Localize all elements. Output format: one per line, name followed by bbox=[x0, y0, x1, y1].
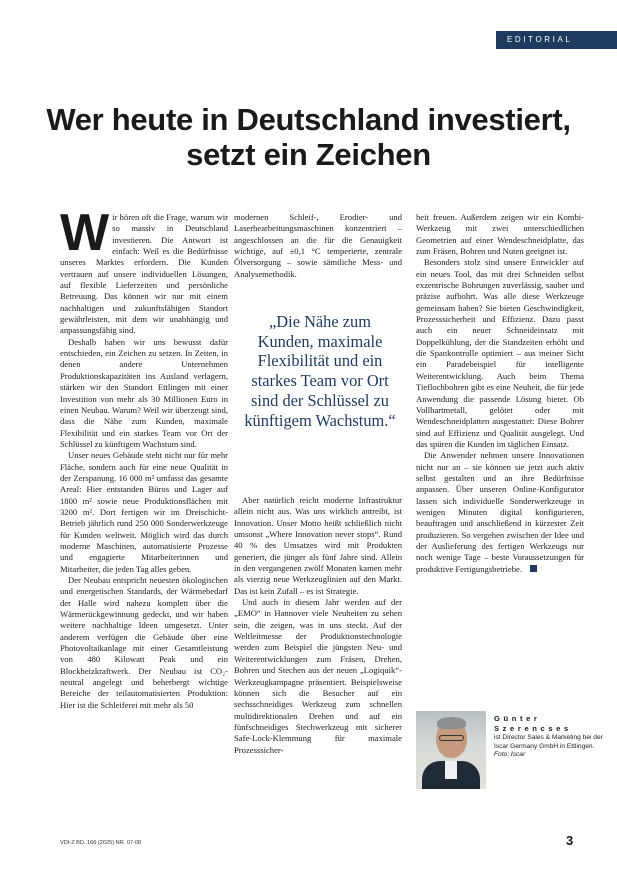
lead-text: ir hören oft die Frage, warum wir so massiv in Deutschland investieren. Die Antwort ist einfach: Weil es die Bedürfnisse unseres Marktes erfordern. Die Kunden vertrauen auf unsere individuellen Lösungen, auf flexible Lieferzeiten und persönliche Betreuung. Das können wir nur mit einem nachhaltigen und zukunftsfähigen Standort gewährleisten, mit dem wir unabhängig und anpassungsfähig sind. bbox=[60, 212, 228, 336]
paragraph: modernen Schleif-, Erodier- und Laserbearbeitungsmaschinen konzentriert – angeschlossen an die für die Genauigkeit wichtige, auf ±0,1 °C temperierte, zentrale Ölversorgung – sowie sämtliche Mess- und Analysemethodik. bbox=[234, 212, 402, 279]
author-role: ist Director Sales & Marketing bei der Iscar Germany GmbH in Ettlingen. bbox=[494, 734, 603, 750]
photo-credit: Foto: Iscar bbox=[494, 751, 526, 759]
page-title: Wer heute in Deutschland investiert, setzt ein Zeichen bbox=[46, 102, 571, 172]
section-label: EDITORIAL bbox=[496, 31, 617, 49]
photo-shirt bbox=[445, 761, 457, 779]
paragraph: Besonders stolz sind unsere Entwickler auf ein neues Tool, das mit drei Schneiden selbst exzentrische Bohrungen zuverlässig, sauber und präzise aufbohrt. Was alle diese Werkzeuge gemeinsam haben? Sie bieten Geschwindigkeit, Prozesssicherheit und Effizienz. Dazu passt auch ein neuer Schneideinsatz mit Doppelkühlung, der die Standzeiten erhöht und die Spankontrolle optimiert – aus meiner Sicht ein Paradebeispiel für intelligente Weiterentwicklung. Auch beim Thema Tieflochbohren gibt es eine Neuheit, die für jede Anwendung die passende Lösung bietet. Ob Vollhartmetall, gelötet oder mit Wendeschneidplatten ausgestattet: Diese Bohrer sind auf Effizienz und Qualität ausgelegt. Und das spüren die Kunden im täglichen Einsatz. bbox=[416, 257, 584, 449]
author-last-name: Szerencses bbox=[494, 724, 572, 733]
photo-hair bbox=[437, 717, 466, 729]
paragraph: Deshalb haben wir uns bewusst dafür entschieden, ein Zeichen zu setzen. In Zeiten, in denen andere Unternehmen Produktionskapazitäten ins Ausland verlagern, stärken wir den Standort Ettlingen mit einer Investition von mehr als 30 Millionen Euro in einen Neubau. Warum? Weil wir überzeugt sind, dass die Nähe zum Kunden, maximale Flexibilität und ein starkes Team vor Ort der Schlüssel zu künftigem Wachstum sind. bbox=[60, 336, 228, 449]
paragraph bbox=[416, 450, 584, 575]
pull-quote: „Die Nähe zum Kunden, maximale Flexibilität und ein starkes Team vor Ort sind der Schlüssel zu künftigem Wachstum.“ bbox=[244, 312, 396, 430]
paragraph: Unser neues Gebäude steht nicht nur für mehr Fläche, sondern auch für eine neue Qualität in der Zerspanung. 16 000 m² umfasst das gesamte Areal: Hier entstanden Büros und Lager auf 1800 m² sowie neue Produktionsflächen mit 3200 m². Dort fertigen wir im Dreischicht-Betrieb jährlich rund 250 000 Sonderwerkzeuge für Kunden weltweit. Möglich wird das durch moderne Maschinen, automatisierte Prozesse und engagierte Mitarbeiterinnen und Mitarbeiter, die jeden Tag alles geben. bbox=[60, 450, 228, 574]
text-column-3 bbox=[416, 212, 584, 575]
end-mark-icon bbox=[530, 565, 537, 572]
text-column-1 bbox=[60, 204, 228, 711]
photo-glasses bbox=[439, 735, 464, 741]
page-number: 3 bbox=[566, 833, 574, 848]
paragraph: Und auch in diesem Jahr werden auf der „EMO“ in Hannover viele Neuheiten zu sehen sein, die zeigen, was in uns steckt. Auf der Weltleitmesse der Produktionstechnologie werden zum Beispiel die jüngsten Neu- und Weiterentwicklungen zum Fräsen, Drehen, Bohren und Stechen aus der neuen „Logiquik“-Werkzeugkampagne präsentiert. Beispielsweise können sich die Besucher auf ein sechsschneidiges Werkzeug zum schnellen multidirektionalen Drehen und auf ein fünfschneidiges Stechwerkzeug mit sicherer Safe-Lock-Klemmung für maximale Prozesssicher- bbox=[234, 597, 402, 755]
author-photo bbox=[416, 711, 486, 789]
paragraph-text: Die Anwender nehmen unsere Innovationen nicht nur an – sie können sie jetzt auch aktiv selbst gestalten und an ihre Bedürfnisse anpassen. Über unseren Online-Konfigurator lassen sich individuelle Sonderwerkzeuge in wenigen Minuten digital konfigurieren, beauftragen und anschließend in kürzester Zeit produzieren. So vergehen zwischen der Idee und der Auslieferung des fertigen Werkzeugs nur noch wenige Tage – beste Voraussetzungen für produktive Fertigungsbetriebe. bbox=[416, 450, 584, 574]
footer-citation: VDI-Z BD. 166 (2025) NR. 07-08 bbox=[60, 840, 142, 846]
paragraph bbox=[60, 204, 228, 337]
drop-cap: W bbox=[60, 204, 110, 262]
paragraph: heit freuen. Außerdem zeigen wir ein Kombi-Werkzeug mit zwei unterschiedlichen Geometrien auf einer Wendeschneidplatte, das zum Fräsen, Bohren und Nuten geeignet ist. bbox=[416, 212, 584, 257]
text-column-2-lower bbox=[234, 495, 402, 756]
author-first-name: Günter bbox=[494, 714, 541, 723]
paragraph: Aber natürlich reicht moderne Infrastruktur allein nicht aus. Was uns wirklich antreibt, ist Innovation. Unser Motto heißt schließlich nicht umsonst „Where Innovation never stops“. Rund 40 % des Umsatzes wird mit Produkten generiert, die jünger als fünf Jahre sind. Allein in den vergangenen zwölf Monaten kamen mehr als vierzig neue Werkzeuglinien auf den Markt. Das ist kein Zufall – es ist Strategie. bbox=[234, 495, 402, 596]
text-column-2 bbox=[234, 212, 402, 280]
author-box bbox=[494, 714, 612, 760]
paragraph: Der Neubau entspricht neuesten ökologischen und energetischen Standards, der Wärmebedarf der Halle wird nahezu komplett über die Wärmerückgewinnung gedeckt, und wir haben weitere nachhaltige Ideen umgesetzt. Unter anderem verfügen die Gebäude über eine Photovoltaikanlage mit einer Gesamtleistung von 480 Kilowatt Peak und ein Blockheizkraftwerk. Der Neubau ist CO₂-neutral angelegt und beherbergt wichtige Bereiche der teilautomatisierten Produktion: Hier ist die Schleiferei mit mehr als 50 bbox=[60, 575, 228, 710]
